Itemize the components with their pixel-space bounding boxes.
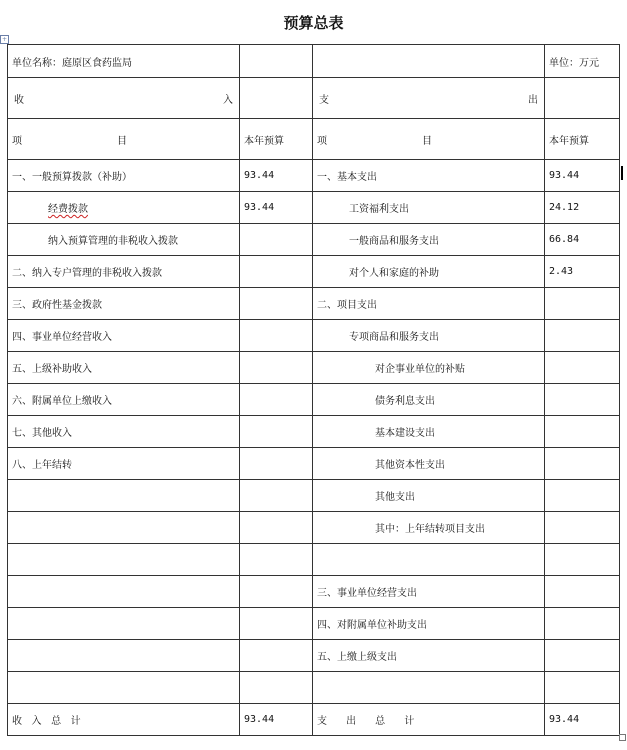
expense-item-cell[interactable] bbox=[313, 544, 545, 576]
empty-cell bbox=[313, 45, 545, 78]
expense-value-cell[interactable]: 93.44 bbox=[545, 160, 620, 192]
expense-label-right: 出 bbox=[528, 94, 538, 106]
income-item-cell[interactable]: 纳入预算管理的非税收入拨款 bbox=[8, 224, 240, 256]
expense-total-value[interactable]: 93.44 bbox=[545, 704, 620, 736]
table-row bbox=[8, 480, 620, 512]
income-item-text: 经费拨款 bbox=[48, 204, 88, 215]
income-value-cell[interactable] bbox=[240, 352, 313, 384]
table-row bbox=[8, 544, 620, 576]
current-year-column-header-2: 本年预算 bbox=[545, 119, 620, 160]
income-item-cell[interactable]: 五、上级补助收入 bbox=[8, 352, 240, 384]
empty-cell bbox=[545, 78, 620, 119]
income-item-cell[interactable] bbox=[8, 480, 240, 512]
item2-label-right: 目 bbox=[422, 135, 432, 147]
item-label-right: 目 bbox=[117, 135, 127, 147]
expense-value-cell[interactable] bbox=[545, 416, 620, 448]
income-value-cell[interactable] bbox=[240, 640, 313, 672]
expense-value-cell[interactable] bbox=[545, 512, 620, 544]
income-value-cell[interactable] bbox=[240, 576, 313, 608]
total-char: 支 bbox=[317, 716, 327, 727]
table-row bbox=[8, 416, 620, 448]
expense-item-cell[interactable]: 一、基本支出 bbox=[313, 160, 545, 192]
expense-value-cell[interactable] bbox=[545, 384, 620, 416]
table-row bbox=[8, 192, 620, 224]
total-char: 总 bbox=[51, 716, 62, 727]
expense-item-cell[interactable]: 对企事业单位的补贴 bbox=[313, 352, 545, 384]
income-item-cell[interactable] bbox=[8, 576, 240, 608]
expense-value-cell[interactable]: 24.12 bbox=[545, 192, 620, 224]
table-row bbox=[8, 224, 620, 256]
income-value-cell[interactable] bbox=[240, 448, 313, 480]
income-item-cell[interactable] bbox=[8, 256, 240, 288]
table-row bbox=[8, 160, 620, 192]
unit-name-cell: 单位名称：庭原区食药监局 bbox=[8, 45, 240, 78]
item-column-header bbox=[8, 119, 240, 160]
table-row bbox=[8, 672, 620, 704]
expense-value-cell[interactable] bbox=[545, 576, 620, 608]
expense-value-cell[interactable] bbox=[545, 352, 620, 384]
income-value-cell[interactable] bbox=[240, 256, 313, 288]
expense-item-cell[interactable] bbox=[313, 672, 545, 704]
table-header-row-columns bbox=[8, 119, 620, 160]
income-label-left: 收 bbox=[14, 94, 24, 106]
table-row bbox=[8, 384, 620, 416]
income-value-cell[interactable] bbox=[240, 544, 313, 576]
table-header-row-sections bbox=[8, 78, 620, 119]
expense-value-cell[interactable] bbox=[545, 320, 620, 352]
total-char: 总 bbox=[375, 716, 386, 727]
income-item-cell[interactable] bbox=[8, 640, 240, 672]
income-total-label bbox=[8, 704, 240, 736]
income-item-cell[interactable] bbox=[8, 672, 240, 704]
total-char: 入 bbox=[31, 716, 42, 727]
expense-value-cell[interactable] bbox=[545, 448, 620, 480]
empty-cell bbox=[240, 78, 313, 119]
table-row bbox=[8, 256, 620, 288]
total-char: 计 bbox=[404, 716, 415, 727]
income-item-text: 二、纳入专户管理的非税收入拨款 bbox=[12, 268, 162, 279]
income-value-cell[interactable] bbox=[240, 480, 313, 512]
expense-value-cell[interactable]: 2.43 bbox=[545, 256, 620, 288]
unit-measure-cell: 单位：万元 bbox=[545, 45, 620, 78]
expense-item-cell[interactable]: 其中：上年结转项目支出 bbox=[313, 512, 545, 544]
income-item-cell[interactable] bbox=[8, 512, 240, 544]
income-total-value[interactable]: 93.44 bbox=[240, 704, 313, 736]
document-title: 预算总表 bbox=[283, 14, 344, 32]
expense-item-cell[interactable]: 其他资本性支出 bbox=[313, 448, 545, 480]
table-move-handle-icon[interactable]: + bbox=[1, 36, 8, 43]
table-header-row-unit bbox=[8, 45, 620, 78]
table-row bbox=[8, 352, 620, 384]
table-row bbox=[8, 320, 620, 352]
expense-item-cell[interactable]: 工资福利支出 bbox=[313, 192, 545, 224]
income-item-cell[interactable] bbox=[8, 192, 240, 224]
income-item-cell[interactable]: 四、事业单位经营收入 bbox=[8, 320, 240, 352]
table-row bbox=[8, 608, 620, 640]
item-column-header-2 bbox=[313, 119, 545, 160]
expense-item-cell[interactable]: 三、事业单位经营支出 bbox=[313, 576, 545, 608]
expense-item-cell[interactable]: 四、对附属单位补助支出 bbox=[313, 608, 545, 640]
income-value-cell[interactable]: 93.44 bbox=[240, 160, 313, 192]
total-char: 收 bbox=[12, 716, 22, 727]
income-value-cell[interactable] bbox=[240, 672, 313, 704]
expense-item-cell[interactable]: 其他支出 bbox=[313, 480, 545, 512]
income-value-cell[interactable]: 93.44 bbox=[240, 192, 313, 224]
income-item-cell[interactable]: 一、一般预算拨款（补助） bbox=[8, 160, 240, 192]
expense-value-cell[interactable] bbox=[545, 608, 620, 640]
expense-value-cell[interactable] bbox=[545, 480, 620, 512]
expense-value-cell[interactable] bbox=[545, 672, 620, 704]
income-item-cell[interactable] bbox=[8, 608, 240, 640]
total-row bbox=[8, 704, 620, 736]
item2-label-left: 项 bbox=[317, 135, 327, 147]
expense-value-cell[interactable]: 66.84 bbox=[545, 224, 620, 256]
expense-item-cell[interactable]: 一般商品和服务支出 bbox=[313, 224, 545, 256]
expense-item-cell[interactable]: 专项商品和服务支出 bbox=[313, 320, 545, 352]
income-item-cell[interactable]: 三、政府性基金拨款 bbox=[8, 288, 240, 320]
income-section-header bbox=[8, 78, 240, 119]
expense-value-cell[interactable] bbox=[545, 544, 620, 576]
income-value-cell[interactable] bbox=[240, 512, 313, 544]
income-item-cell[interactable]: 六、附属单位上缴收入 bbox=[8, 384, 240, 416]
current-year-column-header: 本年预算 bbox=[240, 119, 313, 160]
expense-item-cell[interactable]: 五、上缴上级支出 bbox=[313, 640, 545, 672]
total-char: 计 bbox=[70, 716, 81, 727]
income-value-cell[interactable] bbox=[240, 416, 313, 448]
expense-item-cell[interactable]: 二、项目支出 bbox=[313, 288, 545, 320]
table-row bbox=[8, 640, 620, 672]
income-value-cell[interactable] bbox=[240, 224, 313, 256]
expense-item-cell[interactable]: 债务利息支出 bbox=[313, 384, 545, 416]
expense-item-cell[interactable]: 对个人和家庭的补助 bbox=[313, 256, 545, 288]
income-item-cell[interactable] bbox=[8, 544, 240, 576]
expense-value-cell[interactable] bbox=[545, 288, 620, 320]
income-value-cell[interactable] bbox=[240, 608, 313, 640]
income-label-right: 入 bbox=[223, 94, 233, 106]
table-row bbox=[8, 448, 620, 480]
expense-section-header bbox=[313, 78, 545, 119]
total-char: 出 bbox=[346, 716, 357, 727]
item-label-left: 项 bbox=[12, 135, 22, 147]
income-item-cell[interactable]: 七、其他收入 bbox=[8, 416, 240, 448]
table-row bbox=[8, 512, 620, 544]
table-row bbox=[8, 288, 620, 320]
empty-cell bbox=[240, 45, 313, 78]
income-value-cell[interactable] bbox=[240, 288, 313, 320]
expense-total-label bbox=[313, 704, 545, 736]
expense-item-cell[interactable]: 基本建设支出 bbox=[313, 416, 545, 448]
expense-label-left: 支 bbox=[319, 94, 329, 106]
income-value-cell[interactable] bbox=[240, 384, 313, 416]
income-value-cell[interactable] bbox=[240, 320, 313, 352]
text-cursor bbox=[621, 166, 623, 180]
budget-table bbox=[7, 44, 620, 736]
expense-value-cell[interactable] bbox=[545, 640, 620, 672]
table-resize-handle-icon[interactable] bbox=[619, 734, 626, 741]
table-row bbox=[8, 576, 620, 608]
income-item-cell[interactable]: 八、上年结转 bbox=[8, 448, 240, 480]
